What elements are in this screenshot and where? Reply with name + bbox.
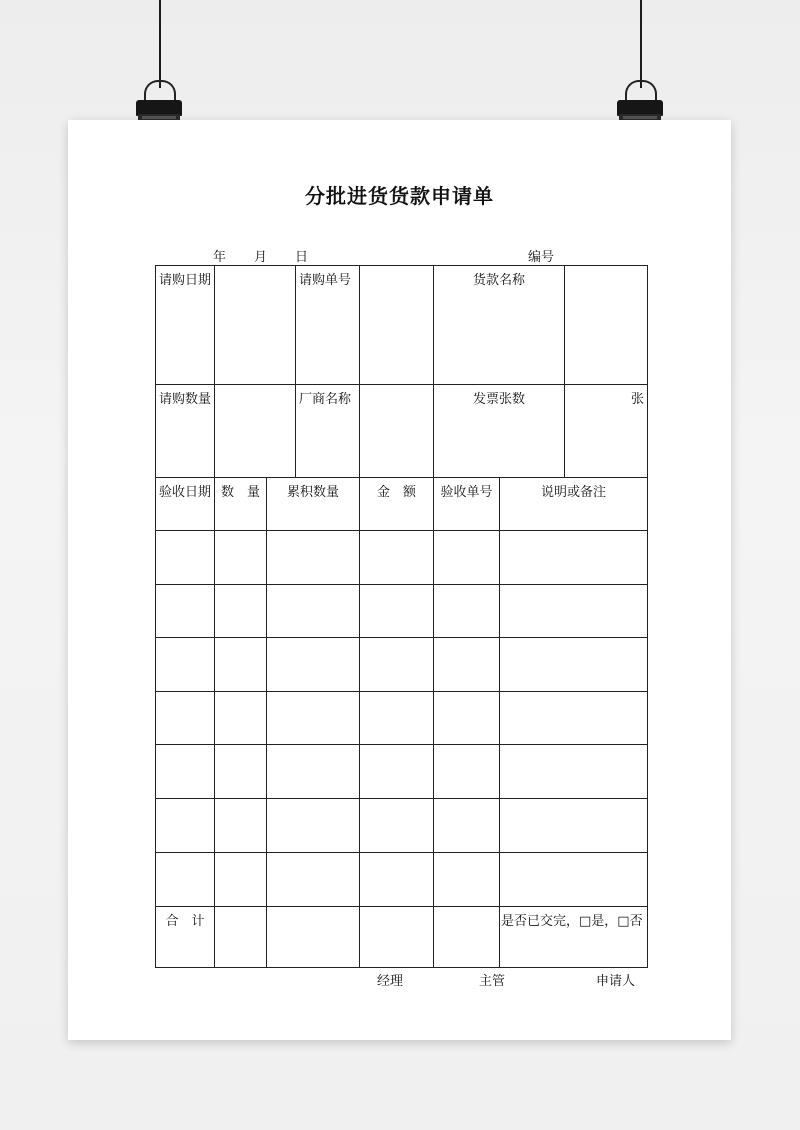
remarks-cell[interactable]: [500, 692, 648, 745]
serial-number-label: 编号: [528, 250, 555, 265]
cumulative-qty-cell[interactable]: [267, 638, 360, 692]
remarks-cell[interactable]: [500, 745, 648, 799]
purchase-qty-label: 请购数量: [156, 385, 215, 477]
column-header-row: [156, 477, 648, 530]
accept-date-cell[interactable]: [156, 852, 215, 906]
vendor-name-field[interactable]: [360, 385, 434, 477]
remarks-cell[interactable]: [500, 852, 648, 906]
hanging-wire-right: [640, 0, 642, 88]
total-cumulative-cell[interactable]: [267, 906, 360, 967]
paper-sheet: [68, 120, 731, 1040]
accept-no-cell[interactable]: [434, 530, 500, 584]
date-month-label: 月: [254, 250, 268, 265]
delivery-complete-note[interactable]: 是否已交完，□是，□否: [500, 906, 648, 967]
remarks-cell[interactable]: [500, 584, 648, 637]
quantity-cell[interactable]: [215, 692, 267, 745]
quantity-cell[interactable]: [215, 799, 267, 852]
cumulative-qty-cell[interactable]: [267, 852, 360, 906]
quantity-cell[interactable]: [215, 584, 267, 637]
total-quantity-cell[interactable]: [215, 906, 267, 967]
cumulative-qty-cell[interactable]: [267, 692, 360, 745]
accept-no-cell[interactable]: [434, 745, 500, 799]
table-row: [156, 385, 648, 477]
accept-date-cell[interactable]: [156, 530, 215, 584]
total-row: [156, 906, 648, 967]
accept-no-cell[interactable]: [434, 692, 500, 745]
date-year-label: 年: [213, 250, 227, 265]
hanging-wire-left: [159, 0, 161, 88]
table-row: [156, 530, 648, 584]
amount-cell[interactable]: [360, 852, 434, 906]
applicant-signature-label: 申请人: [596, 974, 636, 989]
purchase-no-label: 请购单号: [296, 266, 360, 385]
date-day-label: 日: [295, 250, 309, 265]
total-label: 合 计: [156, 906, 215, 967]
form-title: 分批进货货款申请单: [305, 184, 494, 208]
amount-cell[interactable]: [360, 799, 434, 852]
total-amount-cell[interactable]: [360, 906, 434, 967]
purchase-date-label: 请购日期: [156, 266, 215, 385]
accept-no-cell[interactable]: [434, 638, 500, 692]
amount-cell[interactable]: [360, 745, 434, 799]
accept-date-cell[interactable]: [156, 638, 215, 692]
remarks-cell[interactable]: [500, 530, 648, 584]
accept-date-cell[interactable]: [156, 799, 215, 852]
table-row: [156, 638, 648, 692]
amount-cell[interactable]: [360, 638, 434, 692]
cumulative-qty-cell[interactable]: [267, 799, 360, 852]
goods-name-label: 货款名称: [434, 266, 565, 385]
cumulative-qty-cell[interactable]: [267, 584, 360, 637]
amount-cell[interactable]: [360, 584, 434, 637]
accept-date-cell[interactable]: [156, 692, 215, 745]
quantity-cell[interactable]: [215, 745, 267, 799]
cumulative-qty-cell[interactable]: [267, 530, 360, 584]
table-row: [156, 799, 648, 852]
accept-no-cell[interactable]: [434, 584, 500, 637]
supervisor-signature-label: 主管: [479, 974, 506, 989]
remarks-cell[interactable]: [500, 638, 648, 692]
accept-date-cell[interactable]: [156, 745, 215, 799]
table-row: [156, 692, 648, 745]
accept-no-cell[interactable]: [434, 799, 500, 852]
invoice-count-field[interactable]: 张: [565, 385, 648, 477]
payment-request-table: [155, 265, 648, 968]
quantity-cell[interactable]: [215, 852, 267, 906]
accept-no-cell[interactable]: [434, 852, 500, 906]
quantity-cell[interactable]: [215, 530, 267, 584]
purchase-qty-field[interactable]: [215, 385, 296, 477]
purchase-no-field[interactable]: [360, 266, 434, 385]
accept-date-cell[interactable]: [156, 584, 215, 637]
table-row: [156, 584, 648, 637]
table-row: [156, 266, 648, 385]
cumulative-qty-cell[interactable]: [267, 745, 360, 799]
purchase-date-field[interactable]: [215, 266, 296, 385]
table-row: [156, 745, 648, 799]
col-header-remarks: 说明或备注: [500, 477, 648, 530]
invoice-count-label: 发票张数: [434, 385, 565, 477]
table-row: [156, 852, 648, 906]
amount-cell[interactable]: [360, 692, 434, 745]
quantity-cell[interactable]: [215, 638, 267, 692]
total-accept-no-cell[interactable]: [434, 906, 500, 967]
vendor-name-label: 厂商名称: [296, 385, 360, 477]
amount-cell[interactable]: [360, 530, 434, 584]
goods-name-field[interactable]: [565, 266, 648, 385]
col-header-cumulative-qty: 累积数量: [267, 477, 360, 530]
manager-signature-label: 经理: [377, 974, 404, 989]
col-header-accept-date: 验收日期: [156, 477, 215, 530]
col-header-amount: 金 额: [360, 477, 434, 530]
col-header-accept-no: 验收单号: [434, 477, 500, 530]
remarks-cell[interactable]: [500, 799, 648, 852]
col-header-quantity: 数 量: [215, 477, 267, 530]
